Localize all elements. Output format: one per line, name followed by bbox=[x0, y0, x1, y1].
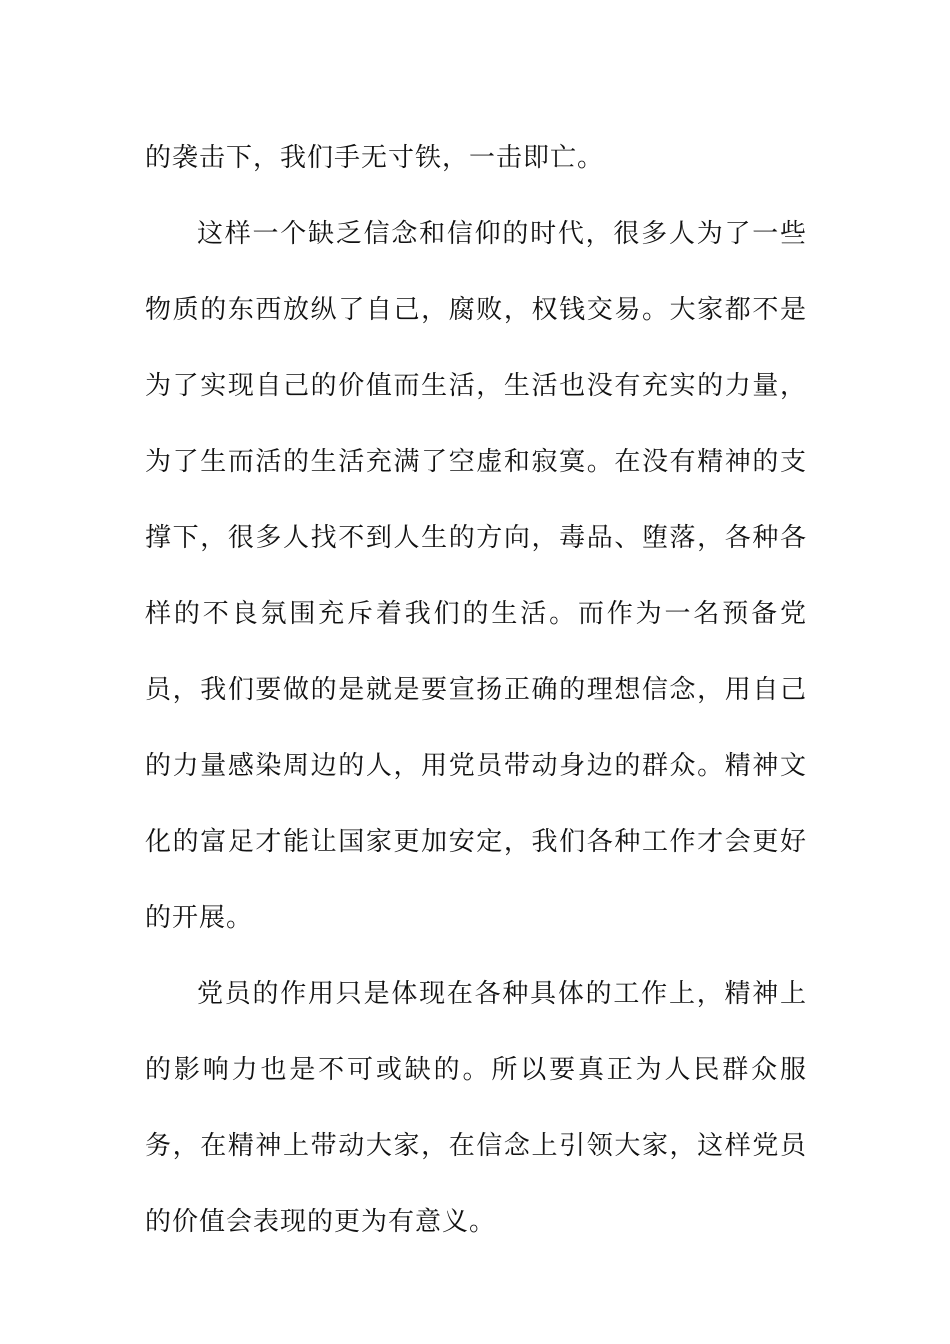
document-body bbox=[145, 120, 807, 1260]
paragraph-3: 党员的作用只是体现在各种具体的工作上，精神上的影响力也是不可或缺的。所以要真正为人民群众服务，在精神上带动大家，在信念上引领大家，这样党员的价值会表现的更为有意义。 bbox=[145, 979, 807, 1237]
paragraph-2: 这样一个缺乏信念和信仰的时代，很多人为了一些物质的东西放纵了自己，腐败，权钱交易。大家都不是为了实现自己的价值而生活，生活也没有充实的力量，为了生而活的生活充满了空虚和寂寞。在没有精神的支撑下，很多人找不到人生的方向，毒品、堕落，各种各样的不良氛围充斥着我们的生活。而作为一名预备党员，我们要做的是就是要宣扬正确的理想信念，用自己的力量感染周边的人，用党员带动身边的群众。精神文化的富足才能让国家更加安定，我们各种工作才会更好的开展。 bbox=[145, 219, 807, 933]
paragraph-1: 的袭击下，我们手无寸铁，一击即亡。 bbox=[145, 143, 605, 173]
